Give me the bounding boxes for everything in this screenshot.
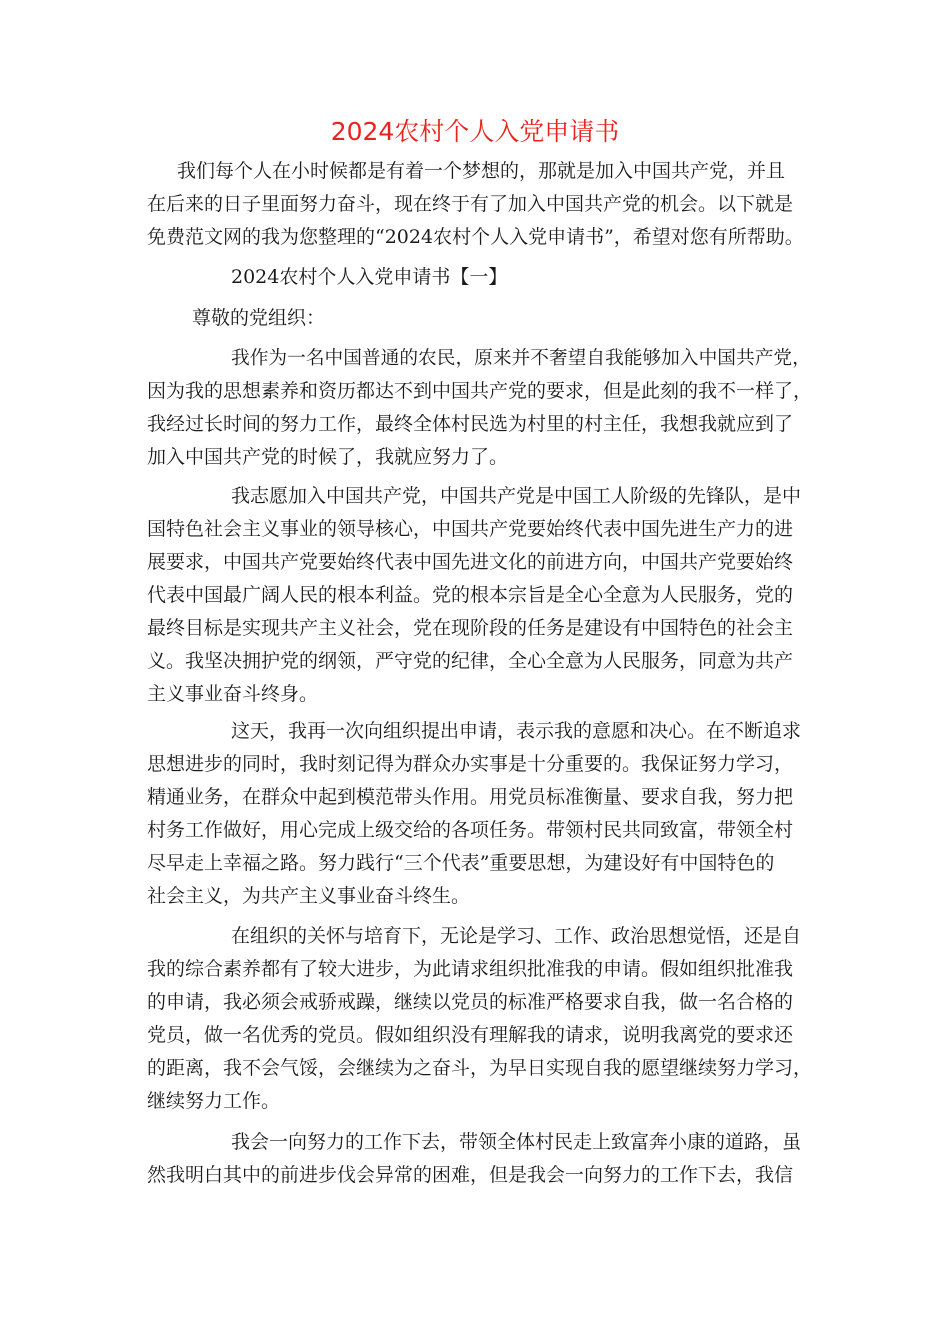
paragraph-line: 我作为一名中国普通的农民，原来并不奢望自我能够加入中国共产党， [231,348,811,369]
section-heading: 2024农村个人入党申请书【一】 [231,266,508,288]
paragraph-line: 国特色社会主义事业的领导核心，中国共产党要始终代表中国先进生产力的进 [147,518,794,540]
paragraph-line: 社会主义，为共产主义事业奋斗终生。 [147,885,471,907]
body-paragraph-1 [147,342,817,474]
paragraph-line: 继续努力工作。 [147,1090,281,1112]
paragraph-line: 然我明白其中的前进步伐会异常的困难，但是我会一向努力的工作下去，我信 [147,1164,794,1186]
paragraph-line: 我志愿加入中国共产党，中国共产党是中国工人阶级的先锋队，是中 [231,485,802,507]
paragraph-line: 思想进步的同时，我时刻记得为群众办实事是十分重要的。我保证努力学习， [147,753,794,775]
paragraph-line: 党员，做一名优秀的党员。假如组织没有理解我的请求，说明我离党的要求还 [147,1024,794,1046]
paragraph-line: 这天，我再一次向组织提出申请，表示我的意愿和决心。在不断追求 [231,720,802,742]
paragraph-line: 因为我的思想素养和资历都达不到中国共产党的要求，但是此刻的我不一样了， [147,380,813,402]
paragraph-line: 精通业务，在群众中起到模范带头作用。用党员标准衡量、要求自我，努力把 [147,786,794,808]
paragraph-line: 我经过长时间的努力工作，最终全体村民选为村里的村主任，我想我就应到了 [147,413,794,435]
paragraph-line: 展要求，中国共产党要始终代表中国先进文化的前进方向，中国共产党要始终 [147,551,794,573]
intro-paragraph [147,155,817,254]
intro-line: 免费范文网的我为您整理的“2024农村个人入党申请书”，希望对您有所帮助。 [147,226,804,248]
paragraph-line: 在组织的关怀与培育下，无论是学习、工作、政治思想觉悟，还是自 [231,925,802,947]
paragraph-line: 我会一向努力的工作下去，带领全体村民走上致富奔小康的道路，虽 [231,1131,802,1153]
body-paragraph-5 [147,1126,817,1192]
intro-line: 我们每个人在小时候都是有着一个梦想的，那就是加入中国共产党，并且 [177,160,786,182]
paragraph-line: 加入中国共产党的时候了，我就应努力了。 [147,446,509,468]
paragraph-line: 村务工作做好，用心完成上级交给的各项任务。带领村民共同致富，带领全村 [147,819,794,841]
paragraph-line: 义。我坚决拥护党的纲领，严守党的纪律，全心全意为人民服务，同意为共产 [147,650,794,672]
salutation: 尊敬的党组织： [192,307,326,329]
intro-line: 在后来的日子里面努力奋斗，现在终于有了加入中国共产党的机会。以下就是 [147,193,794,215]
paragraph-line: 代表中国最广阔人民的根本利益。党的根本宗旨是全心全意为人民服务，党的 [147,584,794,606]
document-title: 2024农村个人入党申请书 [330,117,620,146]
paragraph-line: 尽早走上幸福之路。努力践行“三个代表”重要思想，为建设好有中国特色的 [147,852,775,874]
paragraph-line: 主义事业奋斗终身。 [147,683,319,705]
body-paragraph-4 [147,920,817,1118]
paragraph-line: 最终目标是实现共产主义社会，党在现阶段的任务是建设有中国特色的社会主 [147,617,794,639]
body-paragraph-2 [147,480,817,711]
body-paragraph-3 [147,715,817,913]
paragraph-line: 的距离，我不会气馁，会继续为之奋斗，为早日实现自我的愿望继续努力学习， [147,1057,813,1079]
paragraph-line: 我的综合素养都有了较大进步，为此请求组织批准我的申请。假如组织批准我 [147,958,794,980]
paragraph-line: 的申请，我必须会戒骄戒躁，继续以党员的标准严格要求自我，做一名合格的 [147,991,794,1013]
